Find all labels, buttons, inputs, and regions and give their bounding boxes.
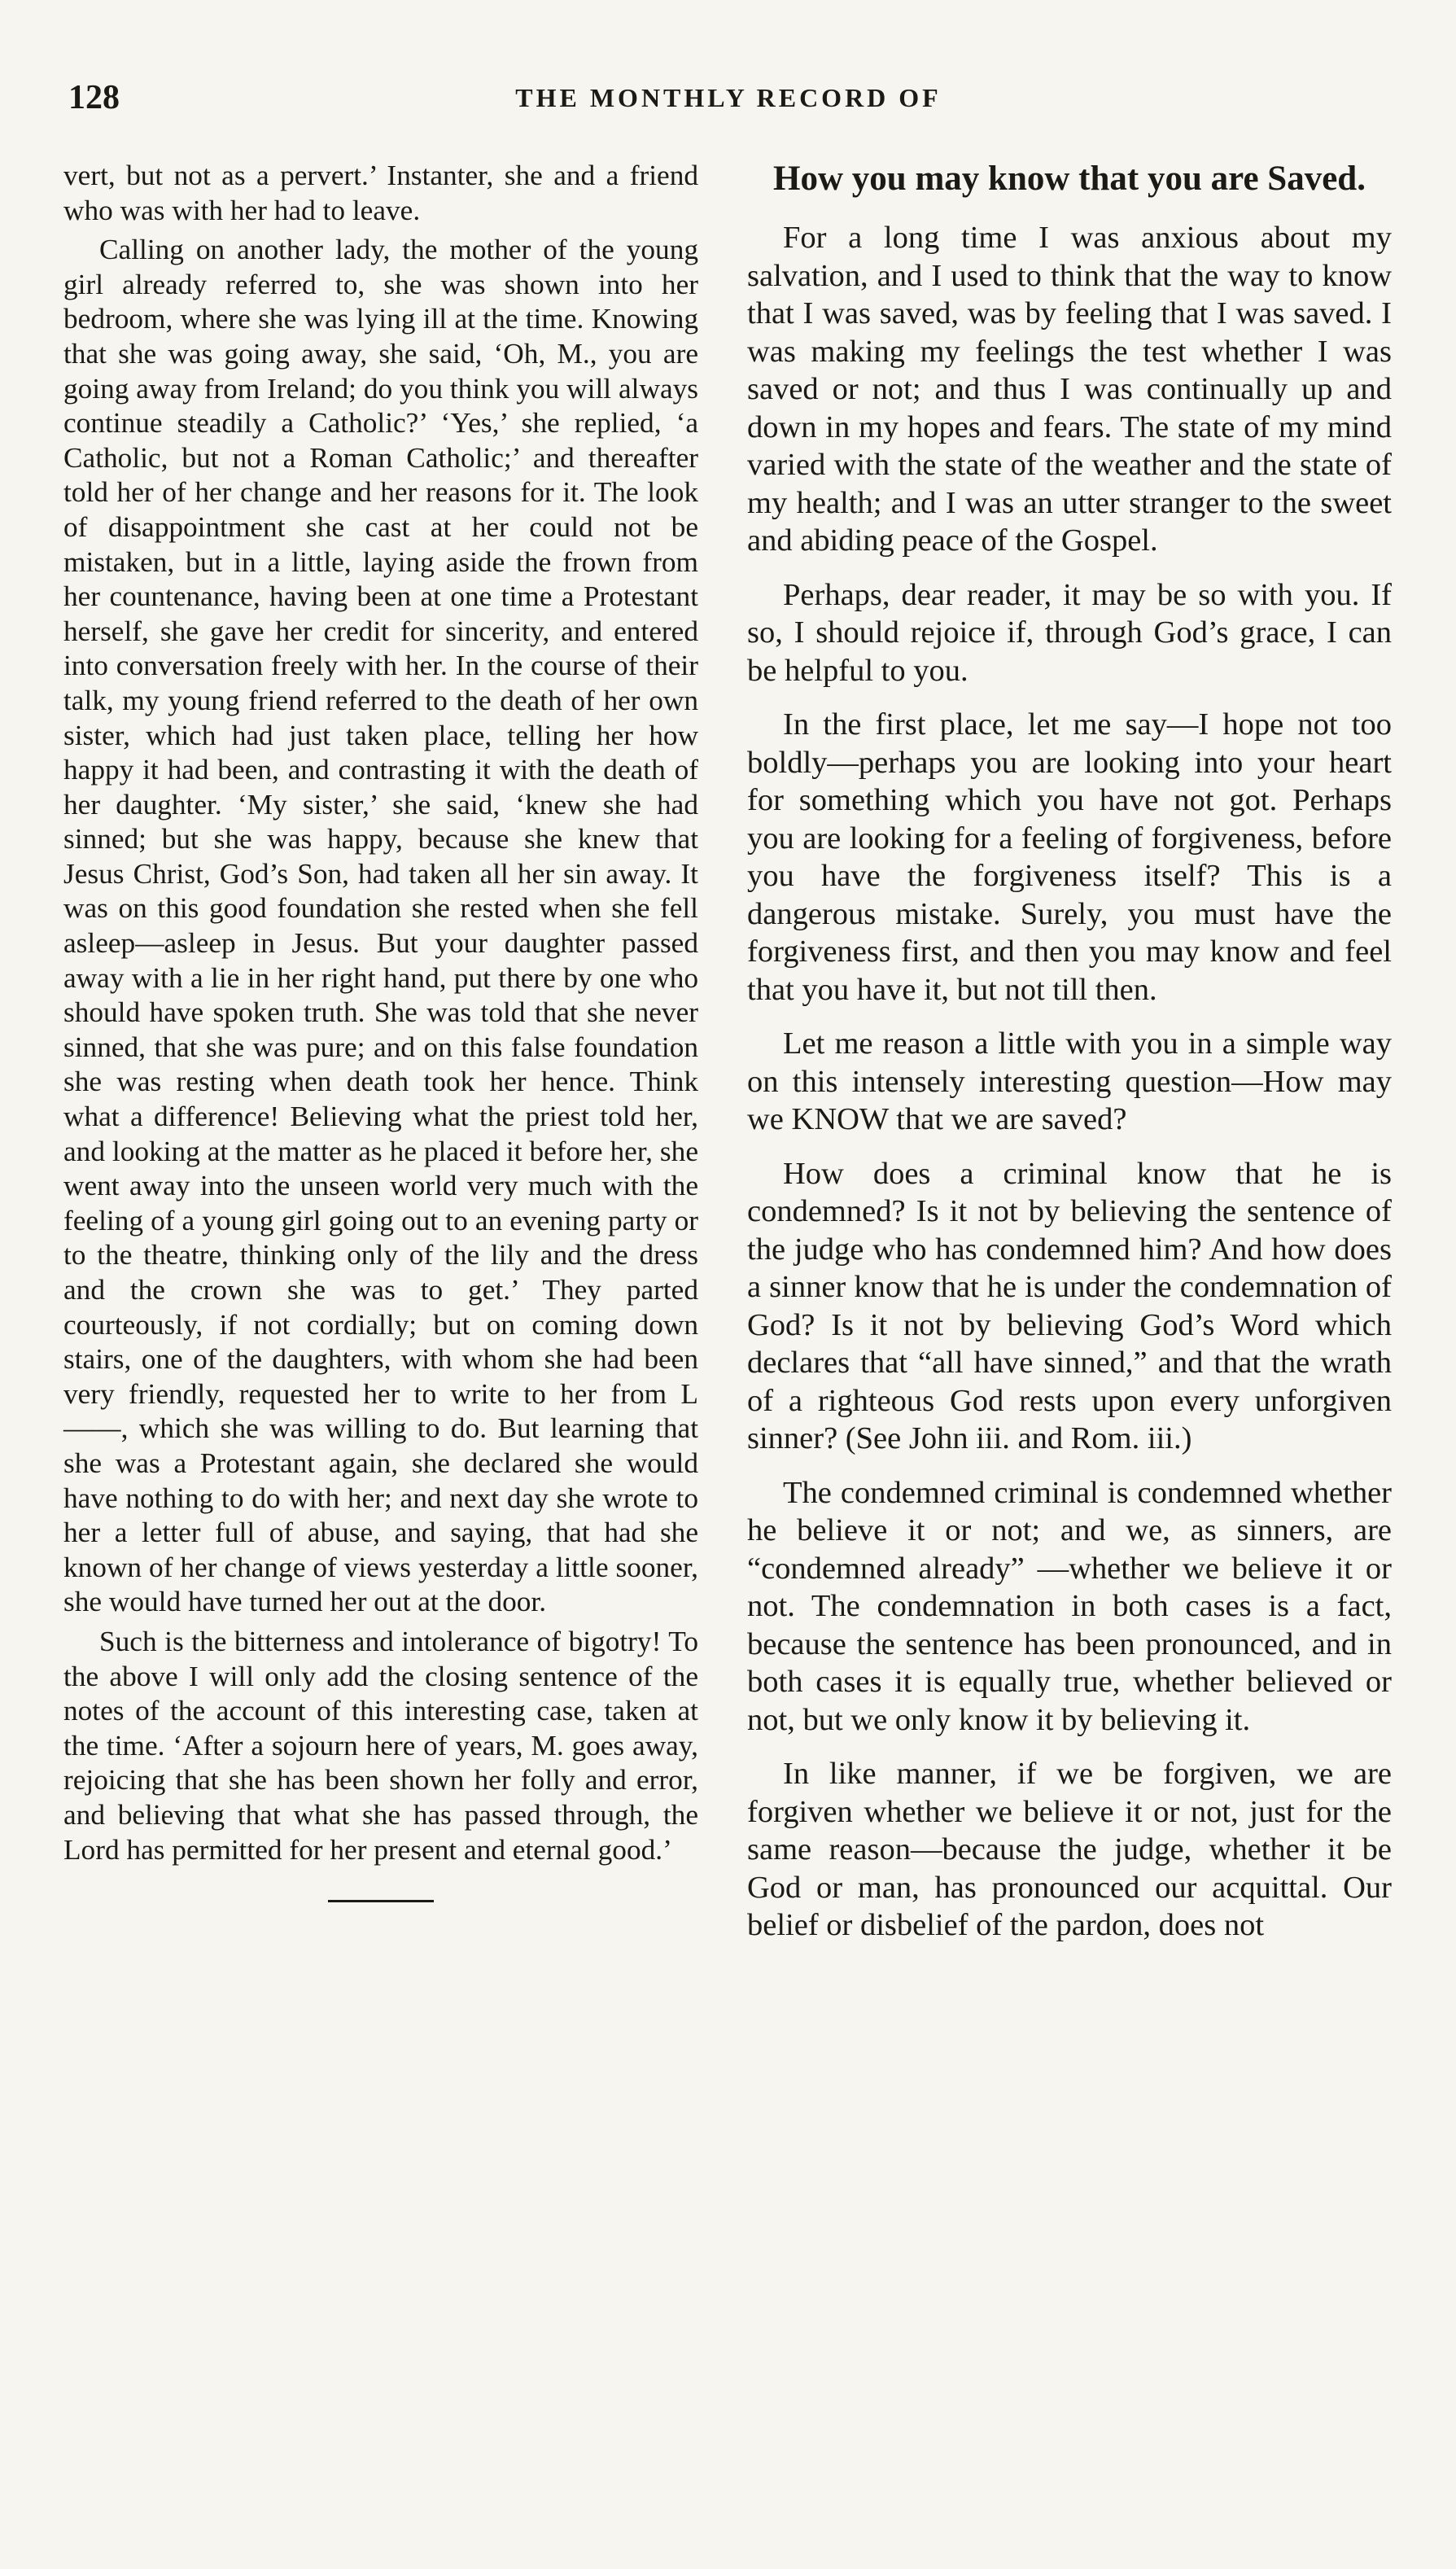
paragraph: Perhaps, dear reader, it may be so with you. If so, I should rejoice if, through God’s grace, I can be helpful to you. (747, 577, 1392, 688)
section-divider (328, 1900, 434, 1902)
article-title: How you may know that you are Saved. (773, 160, 1366, 198)
running-head: THE MONTHLY RECORD OF (515, 83, 942, 112)
right-column (747, 159, 1392, 1945)
paragraph: In the first place, let me say—I hope not too boldly—perhaps you are looking into your heart for something which you have not got. Perhaps you are looking for a feeling of forgiveness, before you have the forgiveness itself? This is a dangerous mistake. Surely, you must have the forgiveness first, and then you may know and feel that you have it, but not till then. (747, 707, 1392, 1007)
paragraph: The condemned criminal is condemned whether he believe it or not; and we, as sinners, are “condemned already” —whether we believe it or not. The condemnation in both cases is a fact, because the sentence has been pronounced, and in both cases it is equally true, whether believed or not, but we only know it by believing it. (747, 1475, 1392, 1737)
paragraph: For a long time I was anxious about my salvation, and I used to think that the way to know that I was saved, was by feeling that I was saved. I was making my feelings the test whether I was saved or not; and thus I was continually up and down in my hopes and fears. The state of my mind varied with the state of the weather and the state of my health; and I was an utter stranger to the sweet and abiding peace of the Gospel. (747, 221, 1392, 558)
paragraph: Calling on another lady, the mother of the young girl already referred to, she was shown into her bedroom, where she was lying ill at the time. Knowing that she was going away, she said, ‘Oh, M., you are going away from Ireland; do you think you will always continue steadily a Catholic?’ ‘Yes,’ she replied, ‘a Catholic, but not a Roman Catholic;’ and thereafter told her of her change and her reasons for it. The look of disappointment she cast at her could not be mistaken, but in a little, laying aside the frown from her countenance, having been at one time a Protestant herself, she gave her credit for sincerity, and entered into conversation freely with her. In the course of their talk, my young friend referred to the death of her own sister, which had just taken place, telling her how happy it had been, and contrasting it with the death of her daughter. ‘My sister,’ she said, ‘knew she had sinned; but she was happy, because she knew that Jesus Christ, God’s Son, had taken all her sin away. It was on this good foundation she rested when she fell asleep—asleep in Jesus. But your daughter passed away with a lie in her right hand, put there by one who should have spoken truth. She was told that she never sinned, that she was pure; and on this false foundation she was resting when death took her hence. Think what a difference! Believing what the priest told her, and looking at the matter as he placed it before her, she went away into the unseen world very much with the feeling of a young girl going out to an evening party or to the theatre, thinking only of the lily and the dress and the crown she was to get.’ They parted courteously, if not cordially; but on coming down stairs, one of the daughters, with whom she had been very friendly, requested her to write to her from L——, which she was willing to do. But learning that she was a Protestant again, she declared she would have nothing to do with her; and next day she wrote to her a letter full of abuse, and saying, that had she known of her change of views yesterday a little sooner, she would have turned her out at the door. (63, 234, 698, 1618)
paragraph: vert, but not as a pervert.’ Instanter, she and a friend who was with her had to leave. (63, 160, 698, 226)
paragraph: How does a criminal know that he is condemned? Is it not by believing the sentence of the judge who has condemned him? And how does a sinner know that he is under the condemnation of God? Is it not by believing God’s Word which declares that “all have sinned,” and that the wrath of a righteous God rests upon every unforgiven sinner? (See John iii. and Rom. iii.) (747, 1156, 1392, 1455)
page-number: 128 (68, 79, 120, 116)
paragraph: Let me reason a little with you in a simple way on this intensely interesting question—How may we KNOW that we are saved? (747, 1026, 1392, 1136)
paragraph: In like manner, if we be forgiven, we are forgiven whether we believe it or not, just for the same reason—because the judge, whether it be God or man, has pronounced our acquittal. Our belief or disbelief of the pardon, does not (747, 1757, 1392, 1942)
page-header (65, 78, 1392, 127)
paragraph: Such is the bitterness and intolerance of bigotry! To the above I will only add the closing sentence of the notes of the account of this interesting case, taken at the time. ‘After a sojourn here of years, M. goes away, rejoicing that she has been shown her folly and error, and believing that what she has passed through, the Lord has permitted for her present and eternal good.’ (63, 1625, 698, 1866)
left-column (63, 159, 698, 1902)
